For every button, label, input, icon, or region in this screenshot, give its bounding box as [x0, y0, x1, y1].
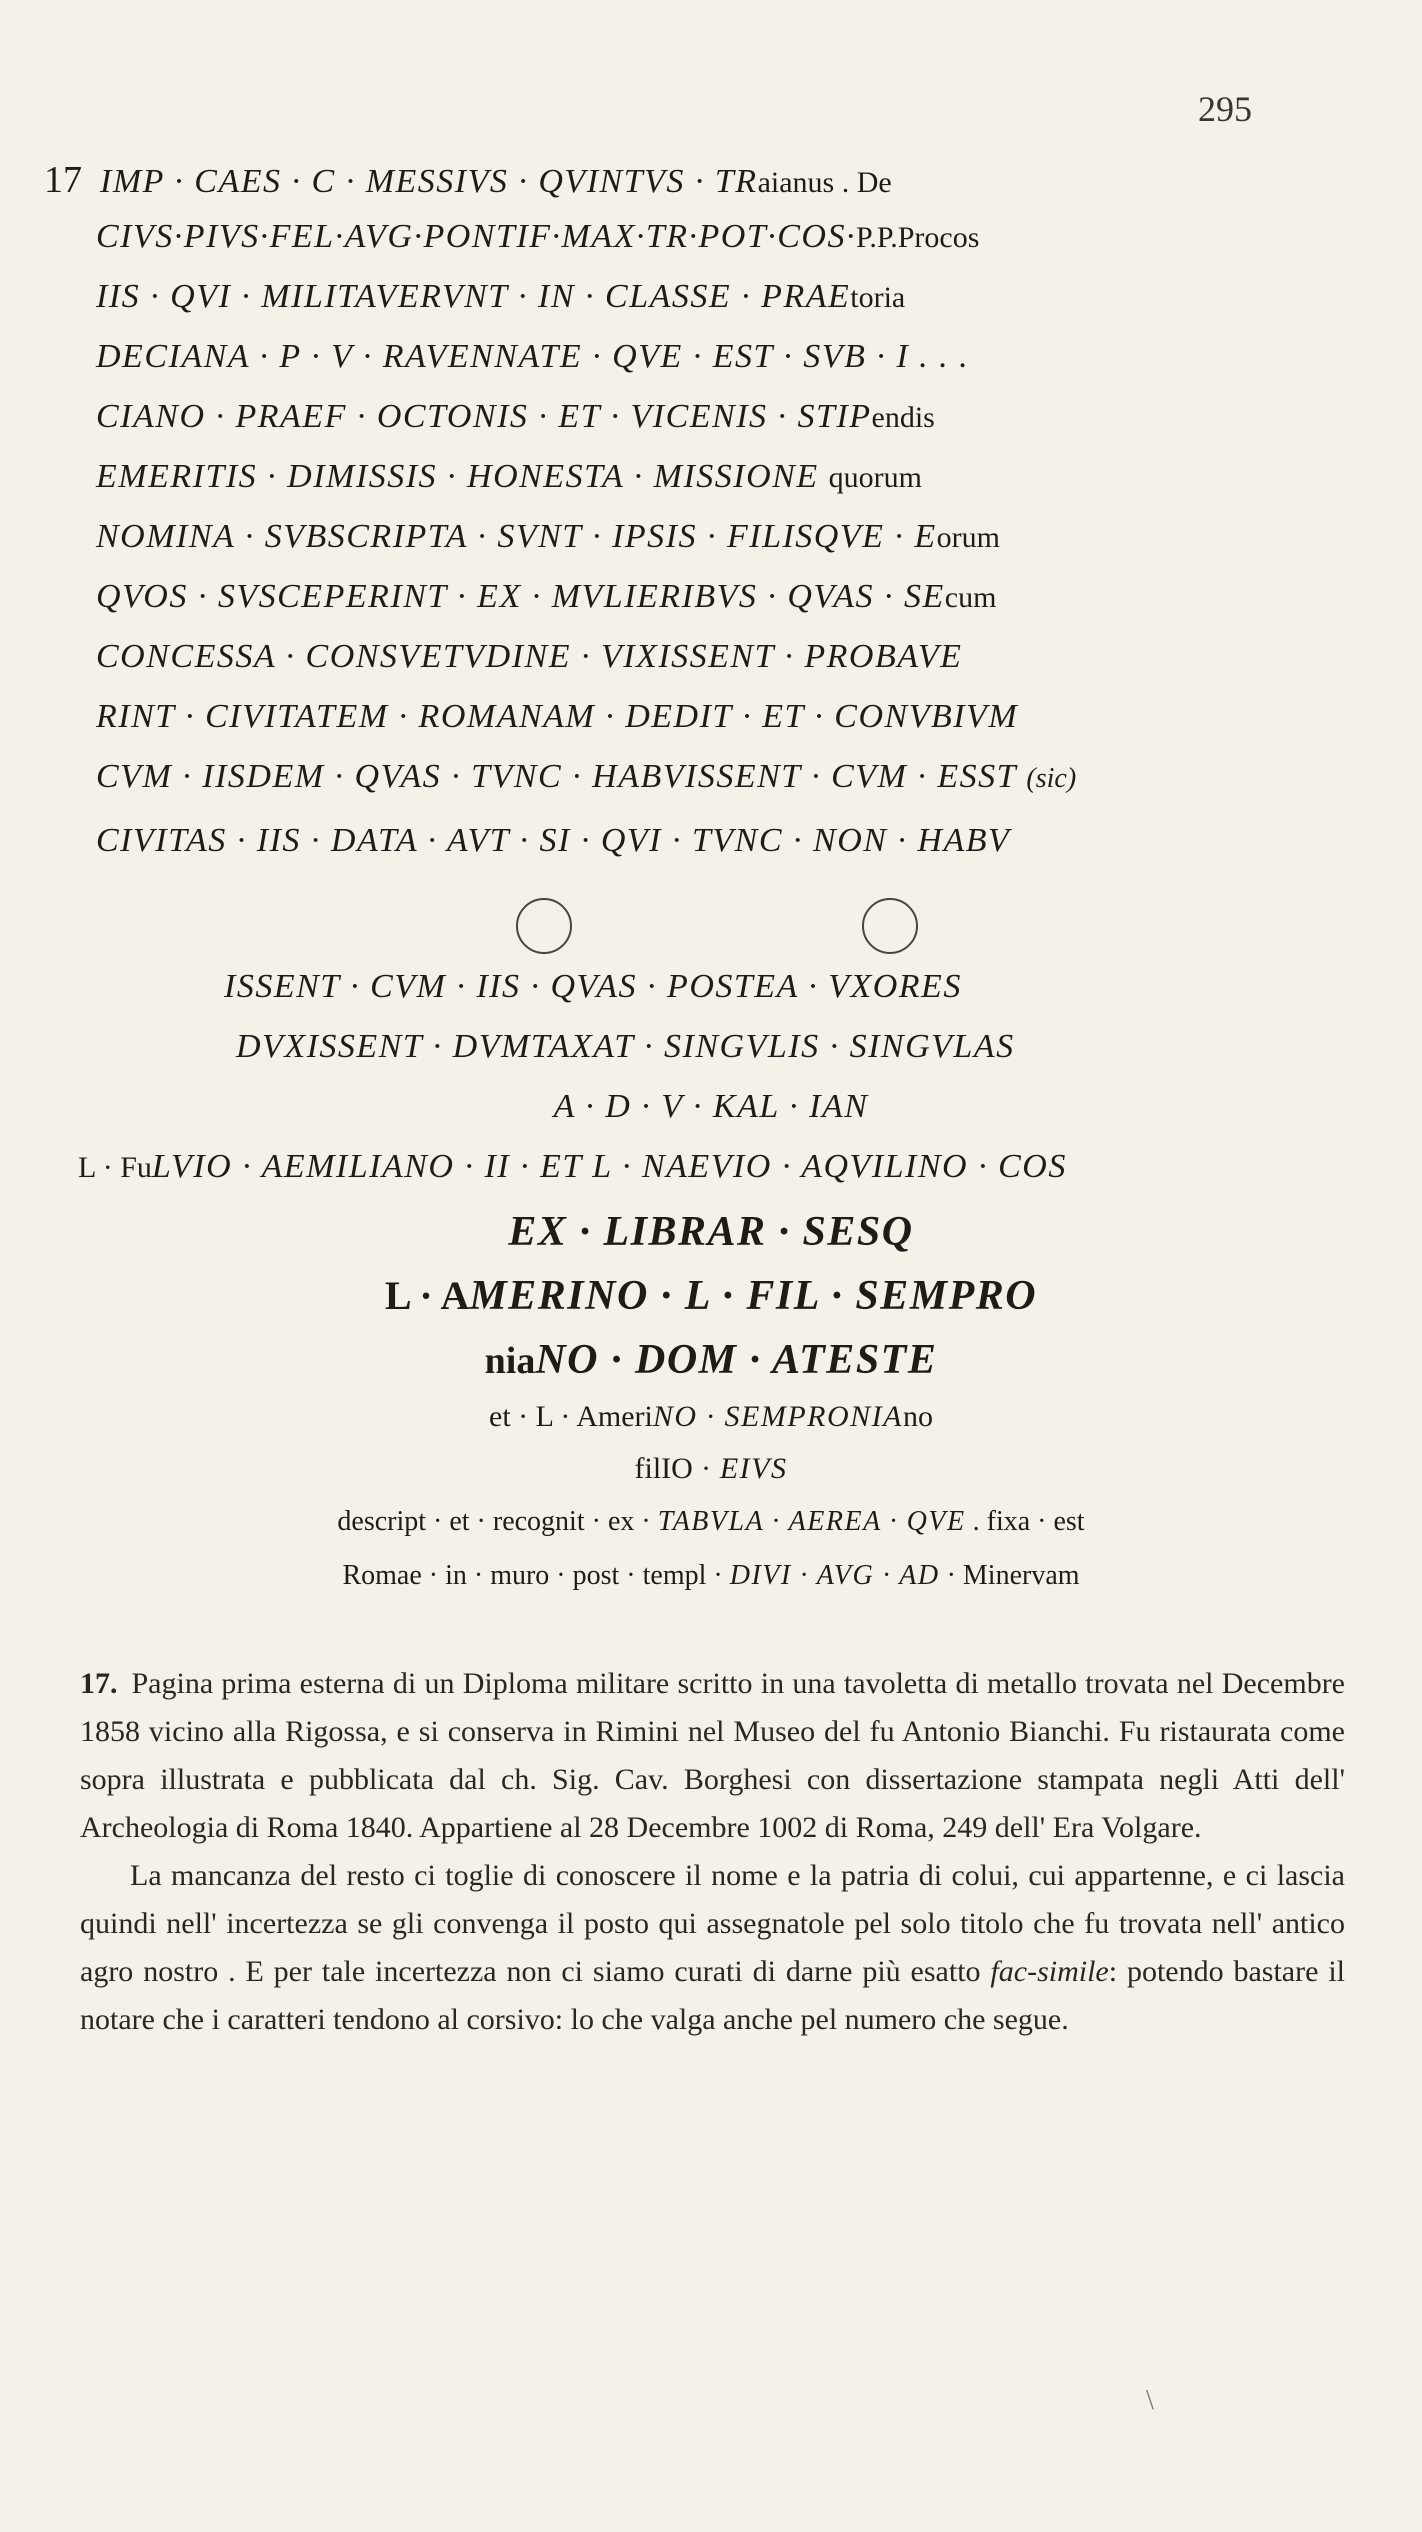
line22-suffix: . fixa · est [965, 1506, 1085, 1537]
commentary-paragraph-2-text-b: : potendo bastare il notare che i caratteri tendono al corsivo: lo che valga anche pel numero che segue. [80, 1955, 1345, 2036]
sic-note: (sic) [1026, 763, 1077, 794]
inscription-line-4: DECIANA · P · V · RAVENNATE · QVE · EST · SVB · I . . . [96, 338, 970, 375]
line1-suffix: aianus . De [757, 166, 892, 199]
line18-main: MERINO · L · FIL · SEMPRO [469, 1273, 1038, 1319]
line5-main: CIANO · PRAEF · OCTONIS · ET · VICENIS · STIP [96, 398, 872, 435]
line2-main: CIVS·PIVS·FEL·AVG·PONTIF·MAX·TR·POT·COS· [96, 218, 856, 255]
line2-suffix: P.P.Procos [855, 221, 980, 254]
inscription-line-14: DVXISSENT · DVMTAXAT · SINGVLIS · SINGVLAS [236, 1028, 1015, 1065]
line8-main: QVOS · SVSCEPERINT · EX · MVLIERIBVS · QVAS · SE [96, 578, 945, 615]
line23-suffix: · Minervam [939, 1560, 1080, 1591]
inscription-line-5 [96, 398, 935, 436]
line6-suffix: quorum [828, 461, 922, 494]
line20-prefix: et · L · Ameri [489, 1400, 653, 1433]
line19-main: NO · DOM · ATESTE [535, 1337, 938, 1383]
page-number: 295 [1198, 89, 1252, 129]
inscription-line-2 [96, 218, 979, 256]
footer-mark: \ [1146, 2385, 1154, 2416]
inscription-line-9: CONCESSA · CONSVETVDINE · VIXISSENT · PROBAVE [96, 638, 963, 675]
line23-main: DIVI · AVG · AD [729, 1560, 940, 1591]
line22-main: TABVLA · AEREA · QVE [657, 1506, 966, 1537]
line8-suffix: cum [944, 581, 997, 614]
inscription-line-22 [0, 1506, 1422, 1538]
line20-suffix: no [902, 1400, 933, 1433]
line3-main: IIS · QVI · MILITAVERVNT · IN · CLASSE · PRAE [96, 278, 851, 315]
inscription-line-21 [0, 1452, 1422, 1486]
rivet-hole-right-icon [862, 898, 918, 954]
line22-prefix: descript · et · recognit · ex · [337, 1506, 658, 1537]
line5-suffix: endis [871, 401, 935, 434]
inscription-line-8 [96, 578, 996, 616]
line16-main: LVIO · AEMILIANO · II · ET L · NAEVIO · AQVILINO · COS [151, 1148, 1067, 1185]
line3-suffix: toria [850, 281, 906, 314]
line18-prefix: L · A [384, 1273, 470, 1318]
commentary-number: 17. [80, 1667, 118, 1700]
inscription-line-15: A · D · V · KAL · IAN [553, 1088, 869, 1125]
line11-main: CVM · IISDEM · QVAS · TVNC · HABVISSENT · CVM · ESST [96, 758, 1017, 795]
inscription-line-13: ISSENT · CVM · IIS · QVAS · POSTEA · VXORES [224, 968, 962, 1005]
line6-main: EMERITIS · DIMISSIS · HONESTA · MISSIONE [96, 458, 819, 495]
inscription-line-12: CIVITAS · IIS · DATA · AVT · SI · QVI · TVNC · NON · HABV [96, 822, 1011, 859]
commentary-paragraph-2 [80, 1852, 1345, 2044]
entry-number: 17 [44, 159, 82, 201]
line1-main: IMP · CAES · C · MESSIVS · QVINTVS · TR [100, 163, 758, 200]
commentary-paragraph-2-text-a: La mancanza del resto ci toglie di conoscere il nome e la patria di colui, cui appartenne, e ci lascia quindi nell' incertezza se gli convenga il posto qui assegnatole pel solo titolo che fu trovata nell' antico agro nostro . E per tale incertezza non ci siamo curati di darne più esatto [80, 1859, 1345, 1988]
line16-prefix: L · Fu [78, 1151, 152, 1184]
commentary-facsimile-term: fac-simile [990, 1955, 1109, 1988]
commentary-paragraph-1-text: Pagina prima esterna di un Diploma militare scritto in una tavoletta di metallo trovata nel Decembre 1858 vicino alla Rigossa, e si conserva in Rimini nel Museo del fu Antonio Bianchi. Fu ristaurata come sopra illustrata e pubblicata dal ch. Sig. Cav. Borghesi con dissertazione stampata negli Atti dell' Archeologia di Roma 1840. Appartiene al 28 Decembre 1002 di Roma, 249 dell' Era Volgare. [80, 1667, 1345, 1844]
inscription-line-20 [0, 1400, 1422, 1434]
inscription-line-17: EX · LIBRAR · SESQ [508, 1209, 914, 1255]
line23-prefix: Romae · in · muro · post · templ · [342, 1560, 730, 1591]
line21-prefix: filIO [634, 1452, 693, 1485]
line7-main: NOMINA · SVBSCRIPTA · SVNT · IPSIS · FILISQVE · E [96, 518, 937, 555]
inscription-line-16 [78, 1148, 1067, 1186]
inscription-line-18 [0, 1272, 1422, 1320]
line21-main: · EIVS [692, 1452, 788, 1485]
inscription-line-11 [96, 758, 1076, 796]
line20-main: NO · SEMPRONIA [652, 1400, 903, 1433]
inscription-line-1 [44, 158, 892, 202]
rivet-hole-left-icon [516, 898, 572, 954]
inscription-line-3 [96, 278, 905, 316]
commentary-paragraph-1 [80, 1660, 1345, 1852]
line19-prefix: nia [484, 1340, 536, 1382]
inscription-line-10: RINT · CIVITATEM · ROMANAM · DEDIT · ET · CONVBIVM [96, 698, 1019, 735]
commentary [80, 1660, 1345, 2044]
line7-suffix: orum [936, 521, 1000, 554]
inscription-line-23 [0, 1560, 1422, 1592]
inscription-line-19 [0, 1336, 1422, 1384]
inscription-line-7 [96, 518, 1000, 556]
inscription-line-6 [96, 458, 922, 496]
